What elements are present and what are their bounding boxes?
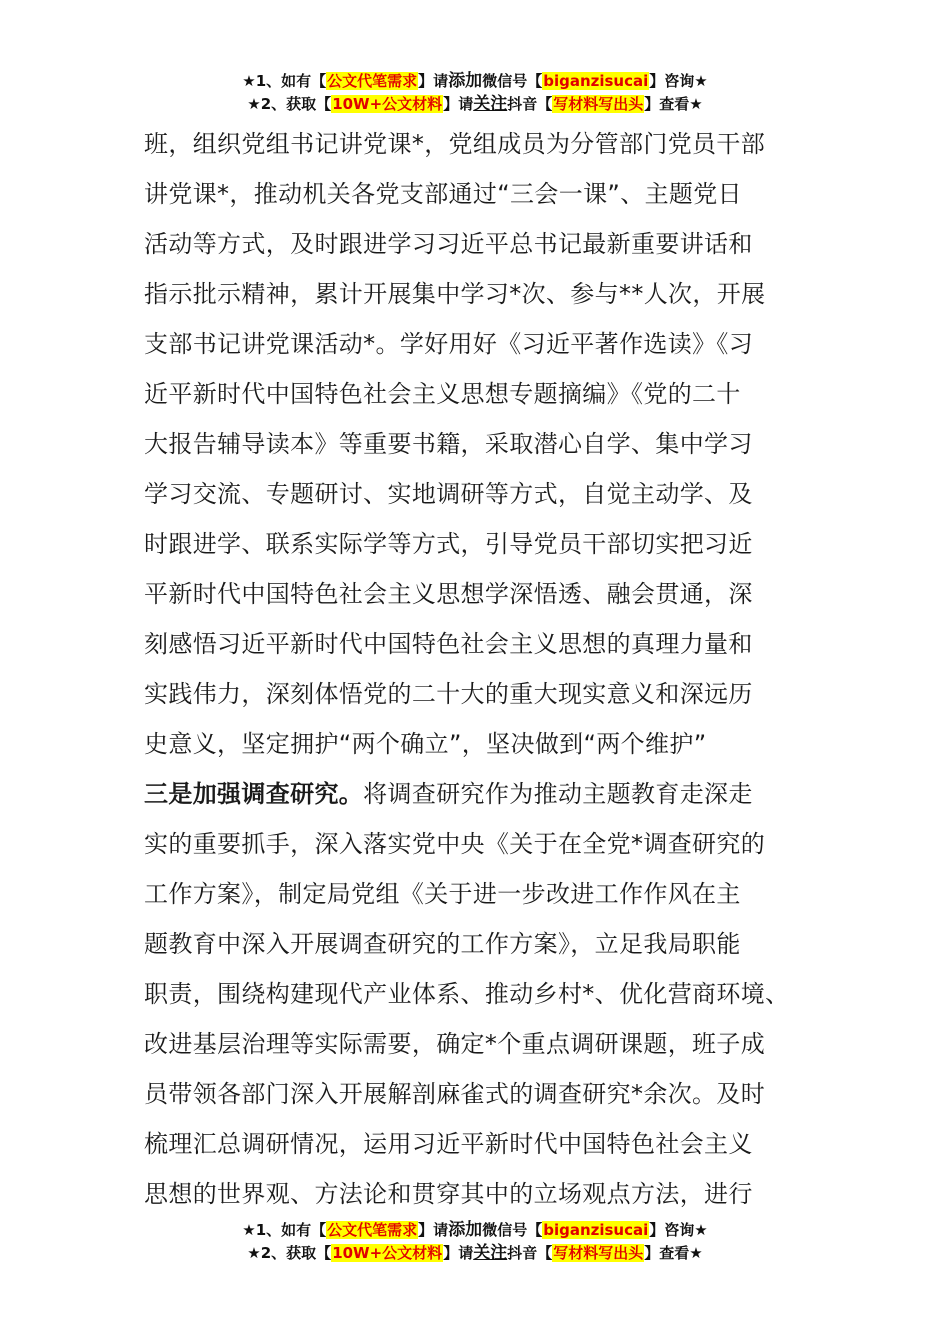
body-line: 时跟进学、联系实际学等方式，引导党员干部切实把习近 [144, 530, 753, 558]
body-line: 改进基层治理等实际需要，确定*个重点调研课题，班子成 [144, 1030, 766, 1058]
promo-text: ★2、获取【 [247, 95, 332, 113]
promo-text: 】咨询★ [649, 1221, 708, 1239]
body-line: 讲党课*，推动机关各党支部通过“三会一课”、主题党日 [144, 180, 742, 208]
promo-text: 微信号【 [482, 1221, 543, 1239]
section-heading: 三是加强调查研究。 [144, 780, 364, 808]
promo-emphasis: 添加 [448, 71, 483, 91]
body-line: 实的重要抓手，深入落实党中央《关于在全党*调查研究的 [144, 830, 766, 858]
body-line: 活动等方式，及时跟进学习习近平总书记最新重要讲话和 [144, 230, 753, 258]
body-line: 刻感悟习近平新时代中国特色社会主义思想的真理力量和 [144, 630, 753, 658]
body-line: 梳理汇总调研情况，运用习近平新时代中国特色社会主义 [144, 1130, 753, 1158]
body-line: 工作方案》，制定局党组《关于进一步改进工作作风在主 [144, 880, 741, 908]
promo-text: 】查看★ [644, 95, 703, 113]
body-line: 大报告辅导读本》等重要书籍，采取潜心自学、集中学习 [144, 430, 753, 458]
promo-text: 微信号【 [482, 72, 543, 90]
wechat-id: biganzisucai [543, 72, 649, 90]
promo-emphasis: 关注 [473, 94, 508, 114]
body-line: 支部书记讲党课活动*。学好用好《习近平著作选读》《习 [144, 330, 754, 358]
promo-text: ★1、如有【 [242, 72, 327, 90]
promo-text: 】请 [443, 95, 474, 113]
body-line: 学习交流、专题研讨、实地调研等方式，自觉主动学、及 [144, 480, 753, 508]
promo-text: 】查看★ [644, 1244, 703, 1262]
promo-emphasis: 关注 [473, 1243, 508, 1263]
promo-highlight: 公文代笔需求 [327, 72, 418, 90]
promo-line-1 [0, 1219, 950, 1242]
body-line: 班，组织党组书记讲党课*，党组成员为分管部门党员干部 [144, 130, 766, 158]
body-line: 思想的世界观、方法论和贯穿其中的立场观点方法，进行 [144, 1180, 753, 1208]
body-line: 近平新时代中国特色社会主义思想专题摘编》《党的二十 [144, 380, 741, 408]
promo-text: ★1、如有【 [242, 1221, 327, 1239]
wechat-id: biganzisucai [543, 1221, 649, 1239]
body-line: 员带领各部门深入开展解剖麻雀式的调查研究*余次。及时 [144, 1080, 766, 1108]
promo-line-2 [0, 1242, 950, 1265]
body-line: 题教育中深入开展调查研究的工作方案》，立足我局职能 [144, 930, 741, 958]
body-text: 将调查研究作为推动主题教育走深走 [363, 780, 753, 808]
douyin-account: 写材料写出头 [553, 95, 644, 113]
document-body [144, 119, 814, 1219]
promo-text: 】咨询★ [649, 72, 708, 90]
body-line: 平新时代中国特色社会主义思想学深悟透、融会贯通，深 [144, 580, 753, 608]
promo-text: 】请 [443, 1244, 474, 1262]
promo-highlight: 10W+公文材料 [332, 95, 443, 113]
promo-text: 抖音【 [507, 1244, 553, 1262]
promo-line-1 [0, 70, 950, 93]
promo-text: ★2、获取【 [247, 1244, 332, 1262]
body-line: 史意义，坚定拥护“两个确立”，坚决做到“两个维护” [144, 730, 707, 758]
header-promo [0, 70, 950, 116]
section-heading-line [144, 769, 814, 819]
body-line: 职责，围绕构建现代产业体系、推动乡村*、优化营商环境、 [144, 980, 790, 1008]
promo-text: 】请 [418, 1221, 449, 1239]
promo-highlight: 10W+公文材料 [332, 1244, 443, 1262]
promo-line-2 [0, 93, 950, 116]
body-line: 实践伟力，深刻体悟党的二十大的重大现实意义和深远历 [144, 680, 753, 708]
promo-highlight: 公文代笔需求 [327, 1221, 418, 1239]
promo-emphasis: 添加 [448, 1220, 483, 1240]
promo-text: 】请 [418, 72, 449, 90]
douyin-account: 写材料写出头 [553, 1244, 644, 1262]
body-line: 指示批示精神，累计开展集中学习*次、参与**人次，开展 [144, 280, 766, 308]
promo-text: 抖音【 [507, 95, 553, 113]
footer-promo [0, 1219, 950, 1265]
